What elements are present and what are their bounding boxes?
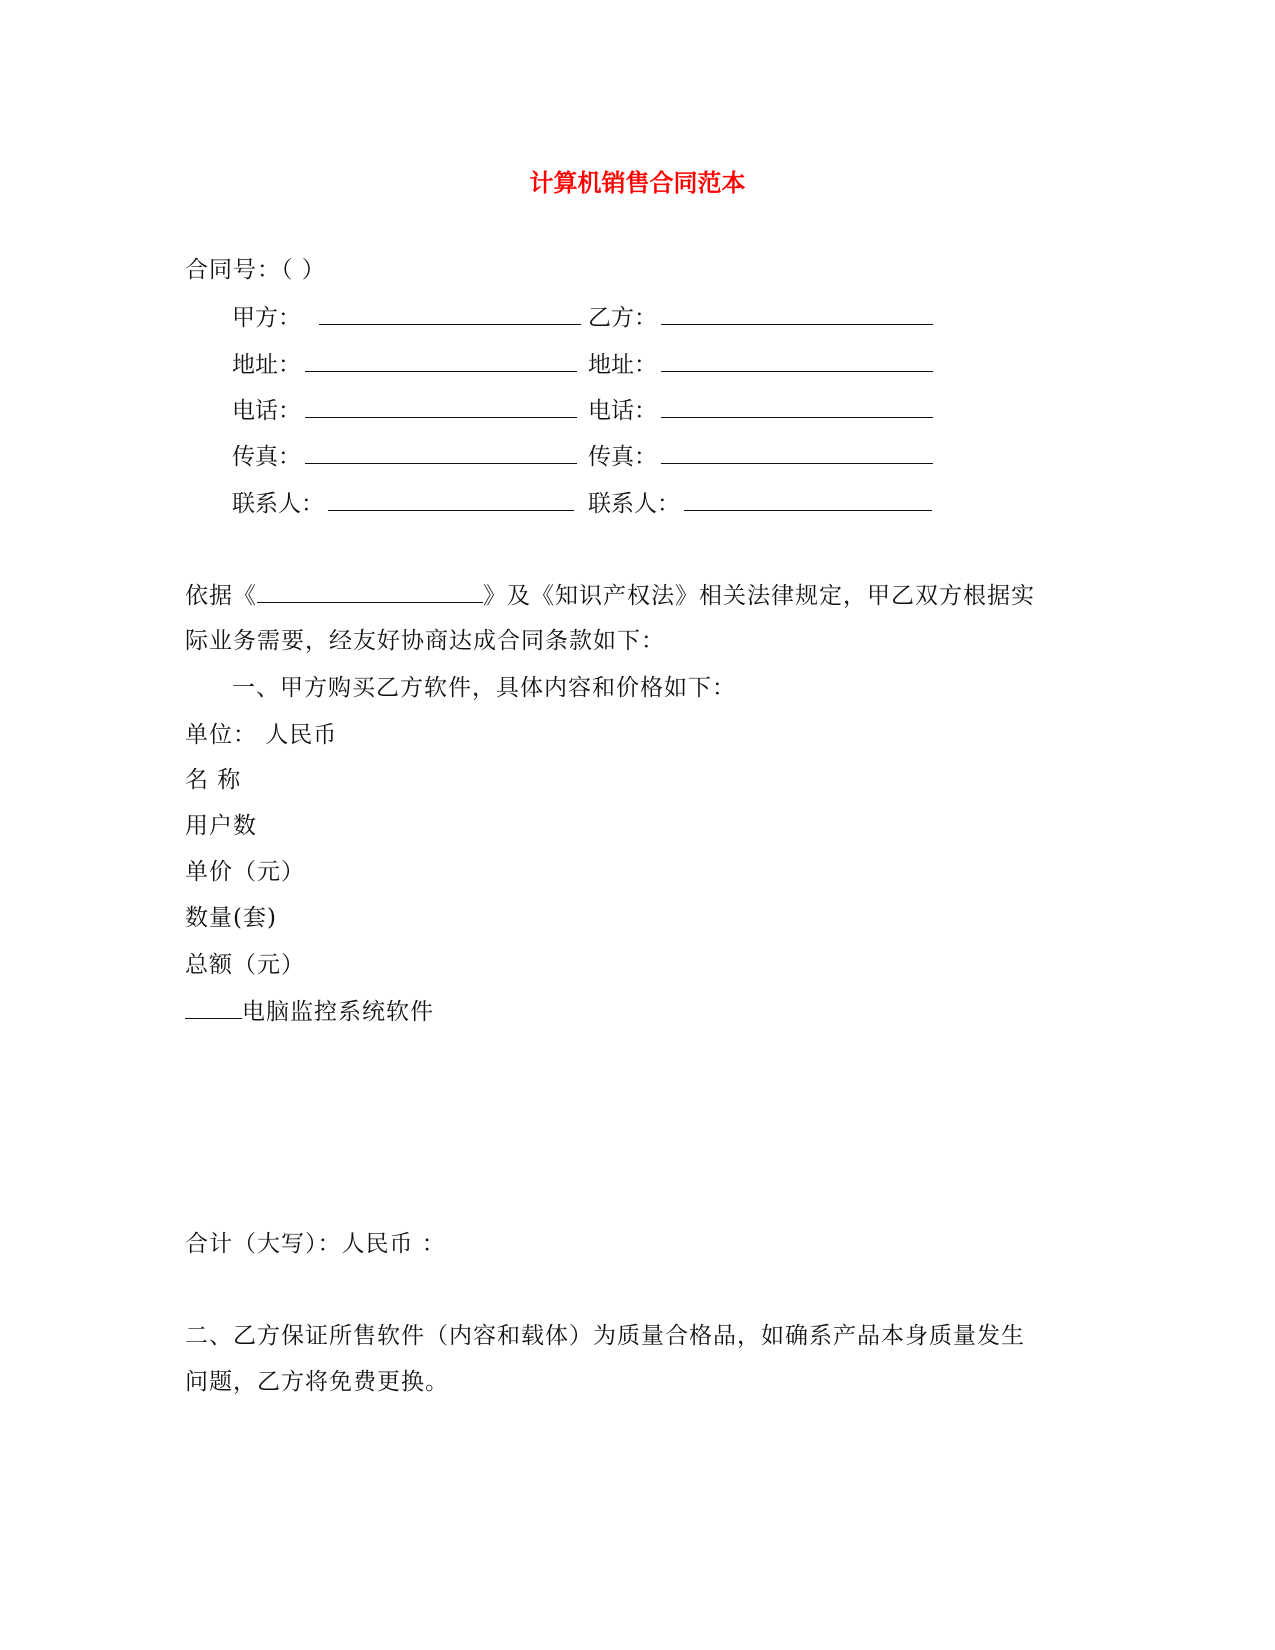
clause-2-line-1: 二、乙方保证所售软件（内容和载体）为质量合格品，如确系产品本身质量发生: [185, 1323, 1025, 1349]
party-row-contact: [232, 488, 992, 518]
preamble-end: 》及《知识产权法》相关法律规定，甲乙双方根据实: [483, 583, 1035, 609]
party-b-fax-label: 传真：: [588, 444, 657, 470]
party-b-address-blank[interactable]: [661, 349, 933, 372]
party-row-fax: [232, 441, 992, 471]
party-a-contact-label: 联系人：: [232, 491, 324, 517]
preamble-line-2: 际业务需要，经友好协商达成合同条款如下：: [185, 628, 665, 654]
preamble-start: 依据《: [185, 583, 257, 609]
party-a-blank[interactable]: [319, 302, 581, 325]
party-a-phone-blank[interactable]: [305, 395, 577, 418]
clause-2-line-2: 问题，乙方将免费更换。: [185, 1369, 449, 1395]
party-b-contact-blank[interactable]: [684, 488, 932, 511]
party-a-address-blank[interactable]: [305, 349, 577, 372]
product-line: [185, 996, 434, 1027]
party-b-fax-blank[interactable]: [661, 441, 933, 464]
party-a-address-label: 地址：: [232, 352, 301, 378]
party-a-label: 甲方：: [232, 305, 301, 331]
product-name: 电脑监控系统软件: [242, 999, 434, 1025]
field-unit-price: 单价（元）: [185, 859, 305, 885]
party-a-phone-label: 电话：: [232, 398, 301, 424]
party-row-address: [232, 349, 992, 379]
contract-number: 合同号：（ ）: [185, 257, 326, 283]
party-row-name: [232, 302, 992, 332]
product-prefix-blank[interactable]: [185, 996, 242, 1019]
field-total: 总额（元）: [185, 952, 305, 978]
party-row-phone: [232, 395, 992, 425]
party-b-phone-blank[interactable]: [661, 395, 933, 418]
law-name-blank[interactable]: [257, 580, 483, 603]
party-b-blank[interactable]: [661, 302, 933, 325]
unit-line: 单位： 人民币: [185, 722, 338, 748]
party-a-fax-blank[interactable]: [305, 441, 577, 464]
party-b-contact-label: 联系人：: [588, 491, 680, 517]
party-b-label: 乙方：: [588, 305, 657, 331]
party-b-phone-label: 电话：: [588, 398, 657, 424]
field-name: 名 称: [185, 767, 242, 793]
party-a-fax-label: 传真：: [232, 444, 301, 470]
total-uppercase-line: 合计（大写）：人民币 ：: [185, 1231, 446, 1257]
party-b-address-label: 地址：: [588, 352, 657, 378]
field-quantity: 数量(套): [185, 905, 277, 931]
party-a-contact-blank[interactable]: [328, 488, 574, 511]
clause-1-heading: 一、甲方购买乙方软件，具体内容和价格如下：: [232, 675, 736, 701]
document-title: 计算机销售合同范本: [529, 168, 746, 197]
field-users: 用户数: [185, 813, 257, 839]
preamble-line-1: [185, 580, 1035, 611]
